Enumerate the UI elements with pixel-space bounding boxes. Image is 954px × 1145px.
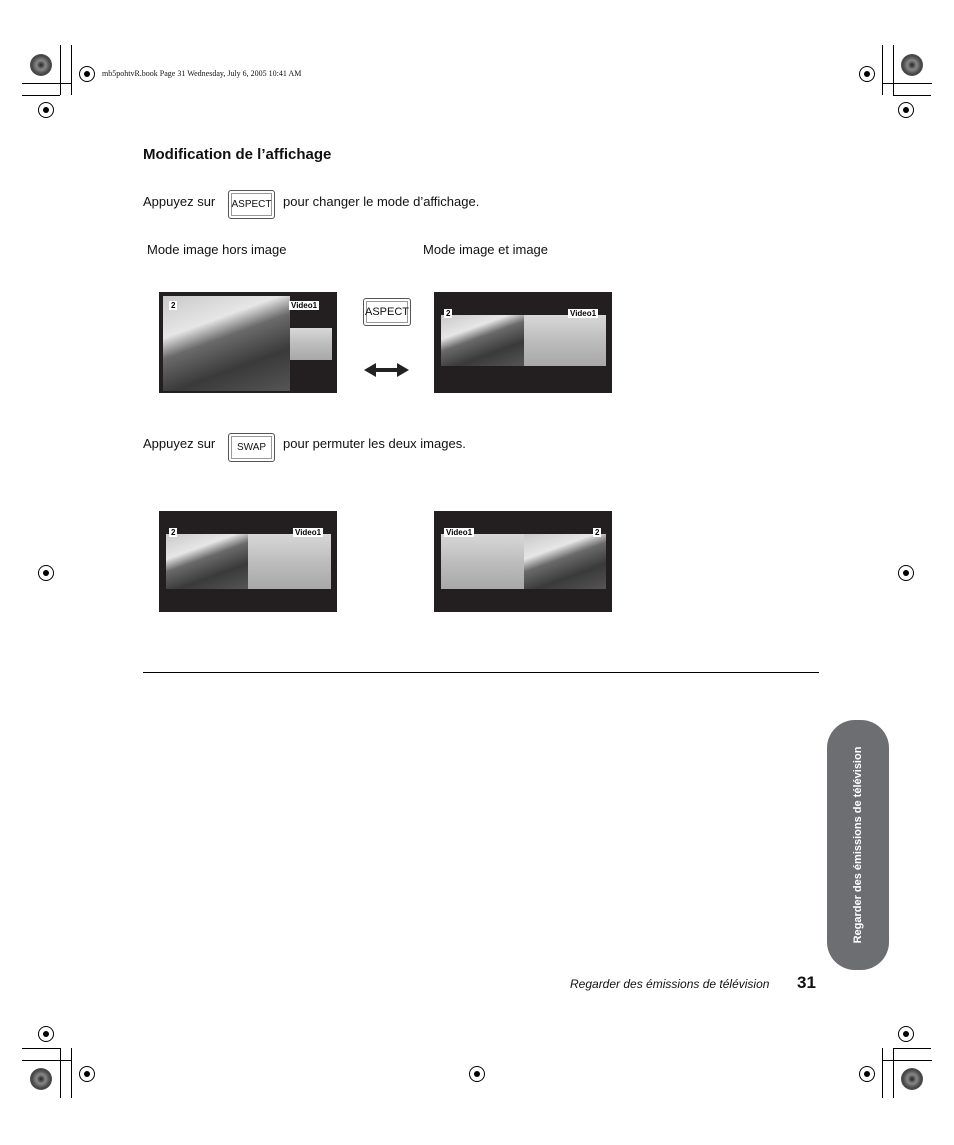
right-photo	[524, 534, 606, 589]
left-photo	[441, 534, 524, 589]
source-label: Video1	[291, 301, 318, 310]
left-photo	[441, 315, 524, 366]
crosshair-icon	[898, 565, 914, 581]
channel-label: 2	[595, 528, 600, 537]
crosshair-icon	[79, 1066, 95, 1082]
registration-dial-icon	[901, 54, 923, 76]
before-swap-screen	[159, 511, 337, 612]
aspect-key-icon: ASPECT	[363, 298, 411, 326]
channel-label: 2	[446, 309, 451, 318]
crosshair-icon	[38, 565, 54, 581]
channel-label: 2	[171, 301, 176, 310]
crosshair-icon	[859, 1066, 875, 1082]
mode-pip-label: Mode image hors image	[147, 242, 287, 257]
crosshair-icon	[859, 66, 875, 82]
aspect-key-icon: ASPECT	[228, 190, 275, 219]
right-photo	[524, 315, 606, 366]
registration-dial-icon	[901, 1068, 923, 1090]
print-info: mb5pohtvR.book Page 31 Wednesday, July 6, 2005 10:41 AM	[102, 69, 302, 78]
aspect-instruction-prefix: Appuyez sur	[143, 194, 216, 209]
source-label: Video1	[295, 528, 322, 537]
main-photo	[163, 296, 290, 391]
crosshair-icon	[898, 102, 914, 118]
chapter-side-tab	[827, 720, 889, 970]
pop-screen	[434, 292, 612, 393]
registration-dial-icon	[30, 54, 52, 76]
swap-instruction-prefix: Appuyez sur	[143, 436, 216, 451]
registration-dial-icon	[30, 1068, 52, 1090]
aspect-instruction-suffix: pour changer le mode d’affichage.	[283, 194, 480, 209]
crosshair-icon	[38, 102, 54, 118]
source-label: Video1	[570, 309, 597, 318]
mode-pop-label: Mode image et image	[423, 242, 549, 257]
swap-instruction-suffix: pour permuter les deux images.	[283, 436, 466, 451]
pip-screen	[159, 292, 337, 393]
right-photo	[248, 534, 331, 589]
section-title: Modification de l’affichage	[143, 146, 332, 163]
crosshair-icon	[469, 1066, 485, 1082]
double-arrow-icon	[364, 362, 409, 378]
footer-chapter: Regarder des émissions de télévision	[570, 977, 770, 991]
crosshair-icon	[38, 1026, 54, 1042]
source-label: Video1	[446, 528, 473, 537]
crosshair-icon	[898, 1026, 914, 1042]
channel-label: 2	[171, 528, 176, 537]
section-divider	[143, 672, 819, 673]
page-number: 31	[797, 973, 816, 992]
crosshair-icon	[79, 66, 95, 82]
swap-key-icon: SWAP	[228, 433, 275, 462]
side-tab-label: Regarder des émissions de télévision	[852, 746, 864, 944]
left-photo	[166, 534, 248, 589]
pip-photo	[290, 328, 332, 360]
after-swap-screen	[434, 511, 612, 612]
